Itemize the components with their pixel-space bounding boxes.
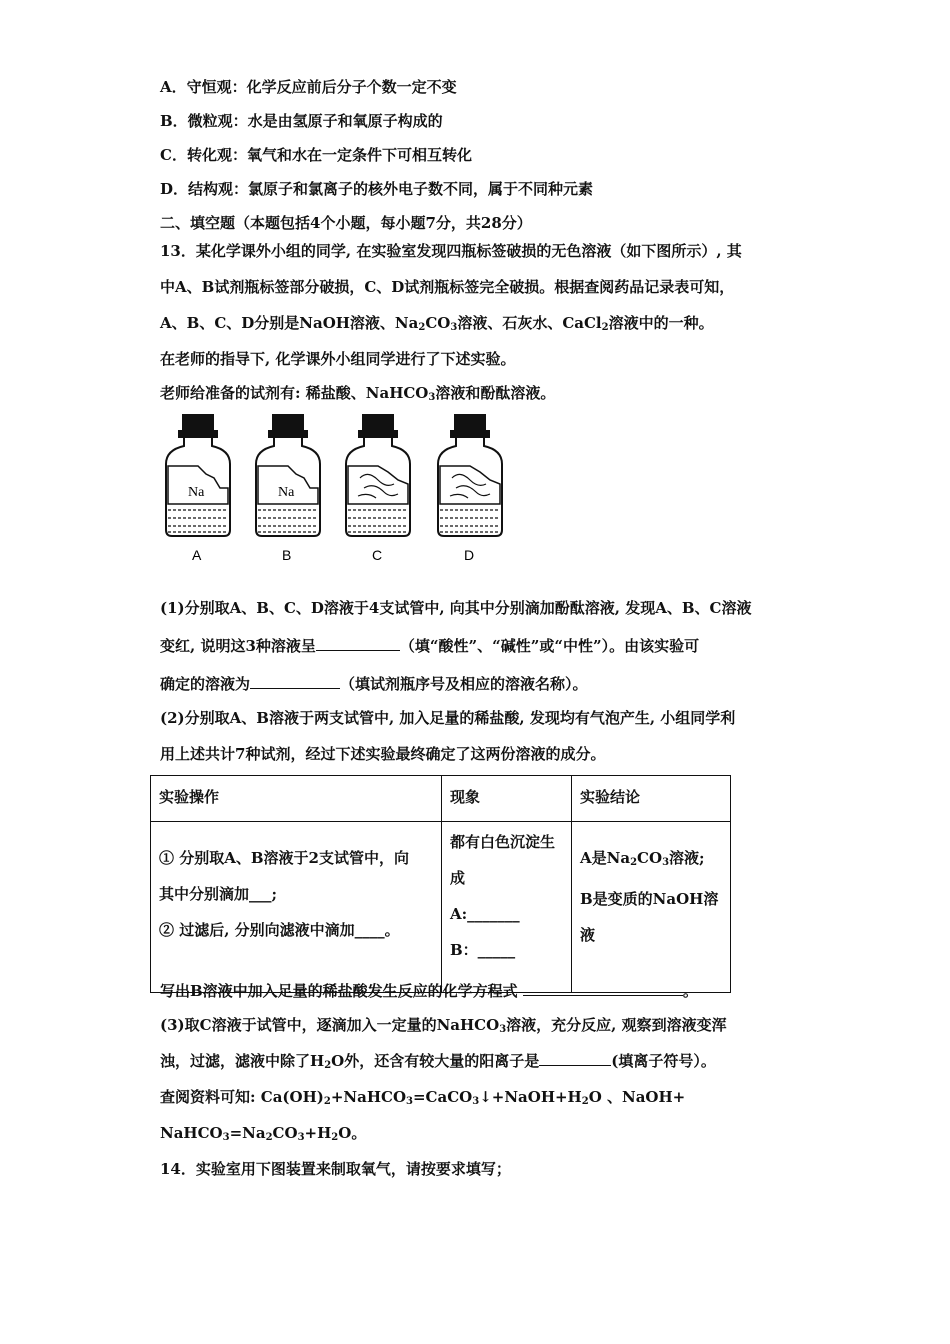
- q13-line-4: 在老师的指导下, 化学课外小组同学进行了下述实验。: [160, 350, 516, 368]
- table-header-phenomenon: 现象: [442, 776, 572, 822]
- equation-prompt: 写出B溶液中加入足量的稀盐酸发生反应的化学方程式 。: [160, 982, 698, 1000]
- reagent-bottles-figure: [150, 408, 530, 573]
- bottle-b-label: Na: [278, 485, 295, 500]
- section-title: 二、填空题（本题包括4个小题，每小题7分，共28分）: [160, 214, 532, 232]
- table-header-operation: 实验操作: [151, 776, 442, 822]
- q13-part1-line-3: 确定的溶液为 （填试剂瓶序号及相应的溶液名称）。: [160, 675, 588, 693]
- answer-blank-acidity[interactable]: [316, 636, 400, 651]
- bottle-a: [166, 414, 230, 563]
- reference-line-1: 查阅资料可知: $Ca(OH)_2+NaHCO_3=CaCO_3↓+NaOH+H_2O$ 、NaOH+: [160, 1088, 686, 1107]
- q13-line-3: A、B、C、D分别是NaOH溶液、$Na_2CO_3$溶液、石灰水、CaCl$_2$溶液中的一种。: [160, 314, 714, 333]
- q13-part2-line-1: (2)分别取A、B溶液于两支试管中, 加入足量的稀盐酸, 发现均有气泡产生, 小组同学利: [160, 709, 736, 727]
- q13-part3-line-2: 浊，过滤，滤液中除了$H_2O$外，还含有较大量的阳离子是 (填离子符号）。: [160, 1052, 716, 1071]
- q14-line-1: 14．实验室用下图装置来制取氧气，请按要求填写；: [160, 1160, 511, 1178]
- q13-part1-line-2: 变红, 说明这3种溶液呈 （填“酸性”、“碱性”或“中性”）。由该实验可: [160, 637, 700, 655]
- table-cell-phenomenon: 都有白色沉淀生 成 A:_______ B：_____: [442, 822, 572, 993]
- option-c: C．转化观：氧气和水在一定条件下可相互转化: [160, 146, 472, 164]
- q13-line-5: 老师给准备的试剂有: 稀盐酸、NaHCO$_3$溶液和酚酞溶液。: [160, 384, 556, 403]
- bottle-c: [346, 414, 410, 563]
- bottle-c-letter: C: [372, 547, 383, 563]
- option-b: B．微粒观：水是由氢原子和氧原子构成的: [160, 112, 443, 130]
- bottle-b-letter: B: [282, 547, 292, 563]
- answer-blank-cation[interactable]: [539, 1051, 611, 1066]
- q13-line-2: 中A、B试剂瓶标签部分破损，C、D试剂瓶标签完全破损。根据查阅药品记录表可知，: [160, 278, 735, 296]
- reference-line-2: $NaHCO_3=Na_2CO_3+H_2O$。: [160, 1124, 367, 1143]
- bottle-b: [256, 414, 320, 563]
- q13-part2-line-2: 用上述共计7种试剂，经过下述实验最终确定了这两份溶液的成分。: [160, 745, 606, 763]
- experiment-table: [150, 775, 731, 993]
- answer-blank-identified[interactable]: [250, 674, 340, 689]
- q13-part3-line-1: (3)取C溶液于试管中，逐滴加入一定量的NaHCO$_3$溶液，充分反应, 观察到溶液变浑: [160, 1016, 727, 1035]
- bottle-d: [438, 414, 502, 563]
- table-cell-operation: ① 分别取A、B溶液于2支试管中，向 其中分别滴加___; ② 过滤后, 分别向滤液中滴加____。: [151, 822, 442, 993]
- q13-part1-line-1: (1)分别取A、B、C、D溶液于4支试管中, 向其中分别滴加酚酞溶液, 发现A、B、C溶液: [160, 599, 752, 617]
- bottle-a-letter: A: [192, 547, 202, 563]
- table-header-conclusion: 实验结论: [572, 776, 731, 822]
- bottle-a-label: Na: [188, 485, 205, 500]
- option-a: A．守恒观：化学反应前后分子个数一定不变: [160, 78, 457, 96]
- table-cell-conclusion: A是$Na_2CO_3$溶液; B是变质的NaOH溶 液: [572, 822, 731, 993]
- option-d: D．结构观：氯原子和氯离子的核外电子数不同，属于不同种元素: [160, 180, 594, 198]
- bottle-d-letter: D: [464, 547, 475, 563]
- answer-blank-equation[interactable]: [523, 981, 683, 996]
- q13-line-1: 13．某化学课外小组的同学, 在实验室发现四瓶标签破损的无色溶液（如下图所示）, 其: [160, 242, 742, 260]
